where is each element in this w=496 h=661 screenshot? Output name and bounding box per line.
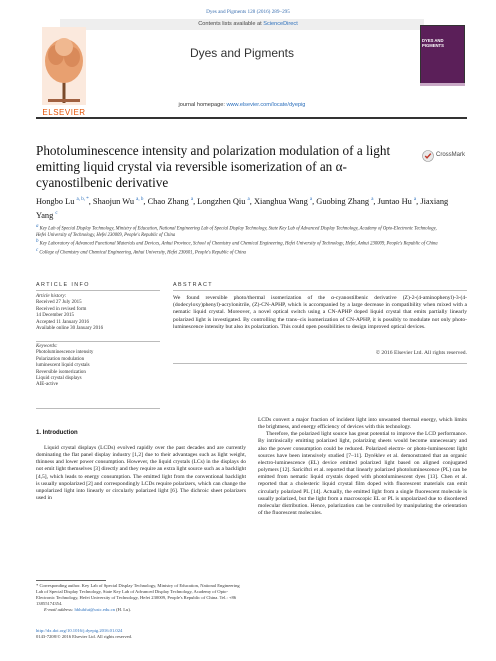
keyword: AIE-active (36, 382, 58, 388)
crossmark-label[interactable]: CrossMark (436, 152, 466, 158)
divider (36, 290, 160, 291)
journal-citation[interactable]: Dyes and Pigments 128 (2016) 289–295 (206, 9, 290, 15)
author[interactable]: Chao Zhang $^a$ (147, 196, 194, 206)
affiliation: $^b$ Key Laboratory of Advanced Functional Materials and Devices, Anhui Province, School of Chemistry and Chemical Engineering, Hefei University of Technology, Hefei, Anhui 230009, People's Republic of China (36, 239, 438, 247)
email-link[interactable]: hbluhfut@ustc.edu.cn (74, 607, 115, 612)
history-label: Article history: (36, 294, 67, 299)
email-label: E-mail address: (44, 607, 74, 612)
journal-homepage (60, 102, 424, 108)
sciencedirect-link[interactable]: ScienceDirect (263, 21, 298, 27)
history-item: Available online 30 January 2016 (36, 326, 104, 332)
keyword: Photoluminescence intensity (36, 350, 94, 356)
elsevier-tree-logo (36, 25, 92, 113)
body-paragraph: Therefore, the polarized light source has great potential to improve the LCD performance. By intrinsically emitting polarized light, polarizing sheets would become unnecessary and also the power consumption could be reduced. Polarized electro- or photo-luminescent light sources have been intensively studied [7–11]. Dyréklev et al. demonstrated that an organic electro-luminescence (EL) device emitted polarized light based on aligned conjugated polymers [12]. Sariciftci et al. reported that linearly polarized photoluminescence (PL) can be emitted from nematic liquid crystals doped with photoluminescent dyes [13]. Chen et al. reported that a cholesteric liquid crystal film doped with fluorescent materials can emit circularly polarized PL [14]. Actually, the emitted light from a single fluorescent molecule is usually polarized, but the light from a macroscopic EL or PL is unpolarized due to disordered molecular distribution. Hence, polarization can be controlled by manipulating the orientation of the fluorescent molecules. (258, 431, 467, 517)
affiliation: $^a$ Key Lab of Special Display Technology, Ministry of Education, National Engineering Lab of Special Display Technology, State Key Lab of Advanced Display Technology, Academy of Opto-Electronic Technology, Hefei University of Technology, Hefei 230009, People's Republic of China (36, 224, 437, 238)
author[interactable]: Hongbo Lu $^{a, b, *}$ (36, 196, 89, 206)
keywords (36, 344, 160, 389)
history-item: Received in revised form (36, 306, 87, 312)
body-column-right (258, 417, 467, 517)
section-heading: 1. Introduction (36, 430, 78, 436)
homepage-link[interactable]: www.elsevier.com/locate/dyepig (226, 102, 306, 108)
keyword: luminescent liquid crystals (36, 363, 90, 369)
page-footer (36, 628, 246, 640)
corresponding-author-footnote (36, 583, 246, 613)
email-suffix: (H. Lu). (116, 607, 132, 612)
author[interactable]: Xianghua Wang $^a$ (253, 196, 313, 206)
divider (173, 363, 467, 364)
history-item: Accepted 11 January 2016 (36, 319, 89, 325)
abstract-copyright: © 2016 Elsevier Ltd. All rights reserved. (375, 350, 467, 356)
body-paragraph: LCDs convert a major fraction of incident light into unwanted thermal energy, which limits the brightness, and energy efficiency of devices with this technology. (258, 417, 467, 431)
keywords-label: Keywords: (36, 344, 58, 349)
journal-cover-strip (420, 83, 465, 86)
article-info-heading: ARTICLE INFO (36, 282, 90, 288)
body-paragraph: Liquid crystal displays (LCDs) evolved rapidly over the past decades and are currently dominating the flat panel display industry [1,2] due to their advantages such as light weight, thinness and lower power consumption. However, the liquid crystals (LCs) in the displays do not emit light themselves [3] directly and they require an extra light source such as a backlight [4,5], which leads to energy consumption. The emitted light from the conventional backlight is usually unpolarized [2] and correspondingly LCDs require polarizers, which can change the unpolarized light into linearly or circularly polarized light [6]. The dichroic sheet polarizers used in (36, 445, 246, 502)
affiliation: $^c$ College of Chemistry and Chemical Engineering, Anhui University, Hefei 230601, People's Republic of China (36, 248, 247, 256)
author[interactable]: Longzhen Qiu $^a$ (197, 196, 250, 206)
homepage-prefix: journal homepage: (178, 102, 227, 108)
divider (36, 408, 160, 409)
abstract-heading: ABSTRACT (173, 282, 213, 288)
crossmark-icon[interactable] (422, 150, 434, 162)
journal-cover-image[interactable] (420, 25, 465, 85)
doi-link[interactable]: http://dx.doi.org/10.1016/j.dyepig.2016.01.024 (36, 628, 123, 633)
history-item: Received 27 July 2015 (36, 300, 82, 306)
article-history (36, 294, 160, 332)
footnote-divider (36, 580, 106, 581)
keyword: Polarization modulation (36, 356, 85, 362)
keyword: Liquid crystal displays (36, 376, 82, 382)
article-title: Photoluminescence intensity and polarization modulation of a light emitting liquid crystal via reversible isomerization of an α-cyanostilbenic derivative (36, 143, 391, 190)
author-list: Hongbo Lu $^{a, b, *}$, Shaojun Wu $^{a, b}$, Chao Zhang $^a$, Longzhen Qiu $^a$, Xianghua Wang $^a$, Guobing Zhang $^a$, Juntao Hu $^a$, Jiaxiang Yang $^c$ (36, 196, 449, 220)
affiliations (36, 224, 446, 257)
author[interactable]: Shaojun Wu $^{a, b}$ (92, 196, 144, 206)
journal-cover-title: DYES AND PIGMENTS (422, 38, 444, 48)
abstract-text: We found reversible photo/thermal isomerization of the α-cyanostilbenic derivative (Z)-2-(4-aminophenyl)-3-(4-(dodecyloxy)phenyl)-acrylonitrile, (Z)-CN-APHP, which is accompanied by a large decrease in compatibility when mixed with a nematic liquid crystal. Moreover, a novel optical switch using a CN-APHP doped liquid crystal that emits partially linearly polarized light is investigated. By controlling the trans–cis isomerization of CN-APHP, it is possibly to modulate not only photo-luminescence intensity but also its polarization. This could open possibilities to design improved optical devices. (173, 295, 467, 330)
header-divider (36, 117, 467, 119)
elsevier-wordmark: ELSEVIER (42, 108, 86, 117)
author[interactable]: Juntao Hu $^a$ (377, 196, 417, 206)
author[interactable]: Guobing Zhang $^a$ (316, 196, 374, 206)
divider (173, 290, 467, 291)
history-item: 14 December 2015 (36, 313, 75, 319)
issn-line: 0143-7208/© 2016 Elsevier Ltd. All rights reserved. (36, 634, 133, 639)
keyword: Reversible isomerization (36, 369, 86, 375)
contents-prefix: Contents lists available at (198, 21, 264, 27)
author[interactable]: Jiaxiang Yang $^c$ (36, 196, 449, 220)
footnote-text: * Corresponding author. Key Lab of Special Display Technology, Ministry of Education, National Engineering Lab of Special Display Technology, State Key Lab of Advanced Display Technology, Academy of Opto-Electronic Technology, Hefei University of Technology, Hefei 230009, People's Republic of China. Tel.: +86 13855174354. (36, 583, 240, 606)
journal-title[interactable]: Dyes and Pigments (189, 46, 295, 60)
divider (36, 341, 160, 342)
